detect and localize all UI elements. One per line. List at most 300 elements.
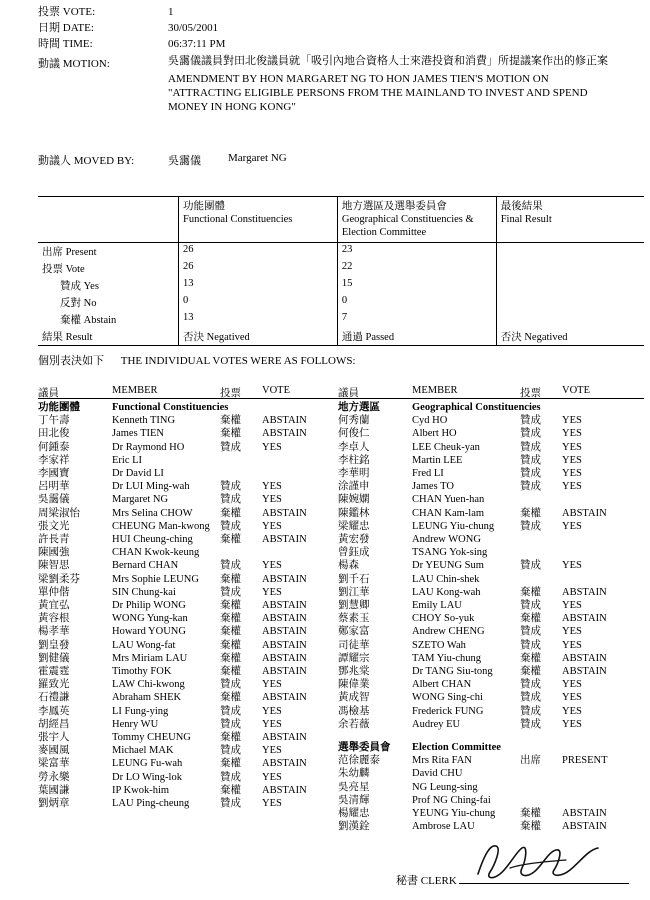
member-vote-row: [338, 586, 644, 599]
member-name-cn: 吳清輝: [338, 794, 370, 806]
member-vote-en: YES: [262, 494, 282, 506]
member-vote-row: [38, 665, 338, 678]
member-vote-cn: [520, 794, 562, 807]
summary-row-fc: 13: [179, 311, 338, 328]
member-vote-en: ABSTAIN: [262, 666, 307, 678]
member-vote-cn: [220, 546, 262, 559]
date-label: 日期 DATE:: [38, 22, 94, 34]
member-vote-row: [38, 744, 338, 757]
motion-label: 動議 MOTION:: [38, 58, 110, 70]
member-vote-row: [338, 718, 644, 731]
member-name-en: James TO: [412, 481, 454, 493]
member-vote-cn: [520, 493, 562, 506]
member-name-en: Kenneth TING: [112, 415, 176, 427]
member-vote-en: ABSTAIN: [262, 428, 307, 440]
member-vote-cn: 棄權: [220, 626, 241, 638]
member-vote-en: ABSTAIN: [562, 821, 607, 833]
member-name-cn: 鄭家富: [338, 626, 370, 638]
member-vote-cn: 贊成: [220, 586, 241, 598]
member-vote-cn: 棄權: [220, 666, 241, 678]
member-vote-cn: 贊成: [220, 441, 241, 453]
summary-row: [38, 277, 644, 294]
member-name-cn: 楊孝華: [38, 626, 70, 638]
member-name-en: Tommy CHEUNG: [112, 732, 191, 744]
member-vote-row: [38, 533, 338, 546]
summary-row-final: 否決 Negatived: [496, 328, 644, 346]
member-vote-cn: [520, 546, 562, 559]
member-name-cn: 劉江華: [338, 586, 370, 598]
geographical-constituencies-list: [338, 401, 644, 834]
summary-row: [38, 294, 644, 311]
member-name-cn: 余若薇: [338, 718, 370, 730]
member-name-en: CHAN Kam-lam: [412, 507, 485, 519]
member-name-en: SIN Chung-kai: [112, 586, 176, 598]
summary-row-final: [496, 277, 644, 294]
member-name-en: Fred LI: [412, 468, 444, 480]
member-vote-en: ABSTAIN: [262, 573, 307, 585]
member-vote-row: [338, 639, 644, 652]
time-label: 時間 TIME:: [38, 38, 93, 50]
member-name-cn: 劉炳章: [38, 798, 70, 810]
member-vote-row: [338, 820, 644, 833]
member-vote-en: ABSTAIN: [562, 586, 607, 598]
clerk-label: 秘書 CLERK: [396, 875, 457, 887]
motion-text-english: AMENDMENT BY HON MARGARET NG TO HON JAMES TIEN'S MOTION ON "ATTRACTING ELIGIBLE PERSONS FROM THE MAINLAND TO INVEST AND SPEND MONEY IN HONG KONG": [168, 73, 588, 113]
member-name-en: LAU Ping-cheung: [112, 798, 190, 810]
member-vote-cn: 贊成: [220, 520, 241, 532]
group-title-election-committee: [338, 741, 644, 754]
member-vote-row: [338, 767, 644, 780]
member-vote-cn: [220, 467, 262, 480]
member-name-en: CHAN Yuen-han: [412, 494, 485, 506]
member-name-cn: 麥國風: [38, 745, 70, 757]
member-vote-cn: 棄權: [220, 600, 241, 612]
group-title-election-committee-cn: 選舉委員會: [338, 742, 391, 754]
member-vote-en: ABSTAIN: [262, 784, 307, 796]
member-vote-en: YES: [562, 718, 582, 730]
member-vote-cn: 棄權: [520, 666, 541, 678]
member-name-cn: 吳靄儀: [38, 494, 70, 506]
member-vote-cn: 贊成: [220, 494, 241, 506]
member-vote-cn: 棄權: [220, 534, 241, 546]
member-name-en: SZETO Wah: [412, 639, 466, 651]
summary-row-fc: 否決 Negatived: [179, 328, 338, 346]
member-vote-en: YES: [562, 600, 582, 612]
member-vote-en: ABSTAIN: [262, 732, 307, 744]
member-vote-en: YES: [562, 415, 582, 427]
member-vote-row: [338, 573, 644, 586]
member-vote-cn: 贊成: [520, 520, 541, 532]
member-name-en: Cyd HO: [412, 415, 448, 427]
summary-row-fc: 0: [179, 294, 338, 311]
summary-col-functional: [179, 197, 338, 243]
col-member-cn: 議員: [338, 388, 359, 399]
member-vote-row: [38, 507, 338, 520]
vote-summary-table: [38, 196, 644, 346]
member-name-en: LEE Cheuk-yan: [412, 441, 480, 453]
member-vote-row: [38, 612, 338, 625]
group-title-geographical-en: Geographical Constituencies: [412, 402, 541, 413]
member-name-en: WONG Sing-chi: [412, 692, 483, 704]
member-vote-row: [38, 652, 338, 665]
member-vote-row: [38, 559, 338, 572]
member-name-cn: 楊耀忠: [338, 808, 370, 820]
member-vote-cn: 贊成: [520, 626, 541, 638]
member-name-cn: 劉健儀: [38, 652, 70, 664]
member-vote-en: YES: [262, 679, 282, 691]
moved-by-label: 動議人 MOVED BY:: [38, 155, 135, 167]
member-vote-en: YES: [562, 705, 582, 717]
member-vote-row: [338, 467, 644, 480]
member-vote-cn: 棄權: [220, 428, 241, 440]
member-vote-en: ABSTAIN: [262, 415, 307, 427]
member-vote-cn: [520, 573, 562, 586]
member-vote-en: ABSTAIN: [262, 626, 307, 638]
member-vote-cn: 贊成: [220, 481, 241, 493]
member-vote-cn: 贊成: [520, 415, 541, 427]
member-vote-en: YES: [262, 718, 282, 730]
member-name-en: Albert CHAN: [412, 679, 472, 691]
member-vote-cn: 棄權: [220, 692, 241, 704]
member-vote-row: [38, 586, 338, 599]
member-name-cn: 周梁淑怡: [38, 507, 80, 519]
member-name-en: LI Fung-ying: [112, 705, 169, 717]
member-vote-row: [38, 639, 338, 652]
member-vote-en: [562, 573, 632, 586]
member-vote-en: YES: [262, 798, 282, 810]
member-vote-cn: 出席: [520, 755, 541, 767]
member-vote-en: YES: [562, 441, 582, 453]
member-vote-cn: 棄權: [220, 507, 241, 519]
member-vote-cn: 贊成: [520, 639, 541, 651]
member-vote-en: ABSTAIN: [262, 507, 307, 519]
member-name-cn: 黃成智: [338, 692, 370, 704]
member-name-cn: 陳智思: [38, 560, 70, 572]
moved-by-name-chinese: 吳靄儀: [168, 155, 201, 167]
summary-row-gc: 7: [337, 311, 496, 328]
member-name-en: Frederick FUNG: [412, 705, 484, 717]
member-name-en: Andrew CHENG: [412, 626, 485, 638]
member-vote-row: [338, 691, 644, 704]
summary-row-label: 投票 Vote: [42, 264, 85, 275]
member-name-en: CHAN Kwok-keung: [112, 547, 200, 559]
member-vote-row: [38, 731, 338, 744]
member-vote-row: [338, 441, 644, 454]
member-vote-en: YES: [562, 520, 582, 532]
member-vote-row: [338, 705, 644, 718]
summary-col-final-en: Final Result: [500, 214, 552, 225]
member-name-en: Dr Raymond HO: [112, 441, 185, 453]
member-name-en: TSANG Yok-sing: [412, 547, 488, 559]
member-vote-cn: 贊成: [220, 771, 241, 783]
member-vote-cn: 棄權: [520, 821, 541, 833]
summary-col-functional-en: Functional Constituencies: [183, 214, 293, 225]
member-name-cn: 梁富華: [38, 758, 70, 770]
member-vote-row: [338, 665, 644, 678]
member-vote-row: [338, 414, 644, 427]
motion-text: [168, 54, 616, 114]
member-vote-cn: 棄權: [220, 415, 241, 427]
member-name-en: Michael MAK: [112, 745, 174, 757]
member-vote-en: [262, 546, 332, 559]
summary-col-final-cn: 最後結果: [500, 201, 543, 212]
member-vote-cn: 棄權: [220, 652, 241, 664]
member-name-cn: 何俊仁: [338, 428, 370, 440]
summary-col-geographical-en: Geographical Constituencies & Election Committee: [341, 214, 474, 238]
group-title-geographical: [338, 401, 644, 414]
clerk-label-row: [396, 872, 629, 888]
member-name-cn: 許長青: [38, 534, 70, 546]
member-vote-en: ABSTAIN: [262, 639, 307, 651]
member-name-cn: 羅致光: [38, 679, 70, 691]
member-vote-cn: 贊成: [520, 454, 541, 466]
member-name-en: Albert HO: [412, 428, 457, 440]
member-vote-row: [38, 454, 338, 467]
summary-row-label: 反對 No: [60, 298, 97, 309]
member-name-cn: 劉皇發: [38, 639, 70, 651]
member-name-cn: 李鳳英: [38, 705, 70, 717]
member-vote-cn: 贊成: [220, 705, 241, 717]
divider-left: [38, 398, 338, 399]
member-name-cn: 司徒華: [338, 639, 370, 651]
individual-votes-heading: [38, 352, 356, 368]
member-name-en: David CHU: [412, 768, 463, 780]
summary-row: [38, 311, 644, 328]
member-vote-cn: 贊成: [520, 560, 541, 572]
member-name-cn: 張宇人: [38, 732, 70, 744]
member-name-en: LAW Chi-kwong: [112, 679, 185, 691]
member-name-cn: 霍震霆: [38, 666, 70, 678]
member-vote-en: ABSTAIN: [262, 534, 307, 546]
member-vote-cn: 棄權: [220, 639, 241, 651]
member-vote-cn: 贊成: [520, 705, 541, 717]
member-vote-en: ABSTAIN: [562, 507, 607, 519]
member-vote-en: ABSTAIN: [262, 692, 307, 704]
member-name-en: YEUNG Yiu-chung: [412, 808, 496, 820]
member-vote-row: [338, 507, 644, 520]
member-vote-row: [38, 771, 338, 784]
member-vote-cn: [220, 454, 262, 467]
member-name-cn: 葉國謙: [38, 784, 70, 796]
col-member-cn: 議員: [38, 388, 59, 399]
member-vote-cn: 棄權: [520, 613, 541, 625]
member-vote-en: YES: [262, 771, 282, 783]
member-name-en: Martin LEE: [412, 454, 463, 466]
member-vote-cn: 贊成: [520, 428, 541, 440]
member-vote-row: [38, 427, 338, 440]
member-vote-row: [38, 520, 338, 533]
member-name-en: Timothy FOK: [112, 666, 172, 678]
individual-votes-heading-en: THE INDIVIDUAL VOTES WERE AS FOLLOWS:: [120, 355, 356, 367]
member-name-cn: 李家祥: [38, 454, 70, 466]
member-name-en: Eric LI: [112, 454, 143, 466]
divider-right: [338, 398, 644, 399]
moved-by-name-english: Margaret NG: [228, 152, 287, 164]
member-vote-cn: 棄權: [520, 808, 541, 820]
time-value: 06:37:11 PM: [168, 38, 226, 50]
member-vote-row: [38, 414, 338, 427]
member-name-cn: 陳偉業: [338, 679, 370, 691]
member-vote-en: [562, 493, 632, 506]
member-name-cn: 李卓人: [338, 441, 370, 453]
member-name-cn: 范徐麗泰: [338, 755, 380, 767]
member-vote-cn: 贊成: [520, 468, 541, 480]
member-vote-cn: 棄權: [520, 586, 541, 598]
member-vote-en: [562, 533, 632, 546]
summary-col-geographical: [337, 197, 496, 243]
member-name-en: James TIEN: [112, 428, 165, 440]
summary-col-functional-cn: 功能團體: [183, 201, 225, 212]
summary-row-label: 贊成 Yes: [60, 281, 99, 292]
member-vote-row: [338, 454, 644, 467]
member-vote-row: [38, 546, 338, 559]
member-name-en: IP Kwok-him: [112, 784, 170, 796]
group-title-election-committee-en: Election Committee: [412, 742, 501, 754]
summary-row-gc: 15: [337, 277, 496, 294]
member-vote-row: [338, 599, 644, 612]
member-vote-en: YES: [262, 745, 282, 757]
member-vote-row: [338, 754, 644, 767]
member-name-en: Prof NG Ching-fai: [412, 794, 491, 806]
member-name-cn: 張文光: [38, 520, 70, 532]
member-name-cn: 吳亮星: [338, 781, 370, 793]
member-vote-cn: [520, 781, 562, 794]
member-vote-en: YES: [562, 560, 582, 572]
member-vote-en: ABSTAIN: [262, 758, 307, 770]
member-vote-en: YES: [262, 705, 282, 717]
member-vote-en: [562, 546, 632, 559]
summary-col-final: [496, 197, 644, 243]
col-vote-cn: 投票: [520, 388, 541, 399]
member-vote-row: [38, 467, 338, 480]
member-vote-row: [38, 480, 338, 493]
member-vote-cn: 棄權: [520, 507, 541, 519]
member-vote-en: ABSTAIN: [262, 613, 307, 625]
summary-result-row: [38, 328, 644, 346]
summary-row-gc: 23: [337, 243, 496, 261]
member-vote-en: ABSTAIN: [562, 808, 607, 820]
member-vote-cn: 贊成: [220, 560, 241, 572]
member-name-cn: 田北俊: [38, 428, 70, 440]
member-name-en: Mrs Miriam LAU: [112, 652, 188, 664]
member-name-cn: 何秀蘭: [338, 415, 370, 427]
date-value: 30/05/2001: [168, 22, 219, 34]
member-vote-row: [38, 573, 338, 586]
member-name-en: NG Leung-sing: [412, 781, 478, 793]
member-vote-row: [338, 794, 644, 807]
member-name-cn: 蔡素玉: [338, 613, 370, 625]
summary-row-label: 棄權 Abstain: [60, 315, 117, 326]
member-name-cn: 馮檢基: [338, 705, 370, 717]
member-name-en: Dr David LI: [112, 468, 164, 480]
member-vote-en: ABSTAIN: [262, 600, 307, 612]
member-vote-cn: 棄權: [520, 652, 541, 664]
summary-col-geographical-cn: 地方選區及選舉委員會: [341, 201, 447, 212]
member-vote-row: [38, 797, 338, 810]
member-name-en: HUI Cheung-ching: [112, 534, 193, 546]
member-vote-cn: 贊成: [520, 481, 541, 493]
member-name-en: Howard YOUNG: [112, 626, 186, 638]
summary-corner-cell: [38, 197, 179, 243]
col-vote-en: VOTE: [262, 385, 290, 396]
member-name-en: CHEUNG Man-kwong: [112, 520, 210, 532]
summary-row: [38, 243, 644, 261]
summary-row-final: [496, 260, 644, 277]
member-name-en: Andrew WONG: [412, 534, 481, 546]
member-vote-en: PRESENT: [562, 755, 608, 767]
member-vote-row: [38, 441, 338, 454]
member-name-cn: 李柱銘: [338, 454, 370, 466]
member-vote-cn: 贊成: [520, 441, 541, 453]
member-vote-row: [38, 599, 338, 612]
member-name-en: Dr LO Wing-lok: [112, 771, 182, 783]
member-name-cn: 呂明華: [38, 481, 70, 493]
member-name-en: Margaret NG: [112, 494, 169, 506]
member-vote-en: [262, 467, 332, 480]
summary-row-gc: 22: [337, 260, 496, 277]
member-name-cn: 單仲偕: [38, 586, 70, 598]
member-name-cn: 劉慧卿: [338, 600, 370, 612]
member-name-cn: 涂謹申: [338, 481, 370, 493]
member-name-en: Bernard CHAN: [112, 560, 179, 572]
member-vote-row: [338, 652, 644, 665]
member-name-en: LAU Chin-shek: [412, 573, 480, 585]
member-name-en: Ambrose LAU: [412, 821, 475, 833]
col-vote-en: VOTE: [562, 385, 590, 396]
member-vote-cn: 棄權: [220, 758, 241, 770]
member-name-cn: 曾鈺成: [338, 547, 370, 559]
member-name-en: Mrs Selina CHOW: [112, 507, 193, 519]
member-vote-en: YES: [262, 481, 282, 493]
member-vote-cn: [520, 533, 562, 546]
member-vote-en: [562, 794, 632, 807]
member-vote-en: YES: [262, 586, 282, 598]
member-name-cn: 胡經昌: [38, 718, 70, 730]
member-name-cn: 石禮謙: [38, 692, 70, 704]
member-vote-cn: 贊成: [220, 718, 241, 730]
col-vote-cn: 投票: [220, 388, 241, 399]
functional-constituencies-list: [38, 401, 338, 810]
col-member-en: MEMBER: [112, 385, 158, 396]
member-vote-row: [338, 612, 644, 625]
member-vote-row: [338, 559, 644, 572]
member-name-en: CHOY So-yuk: [412, 613, 475, 625]
individual-votes-heading-cn: 個別表決如下: [38, 355, 104, 367]
member-vote-row: [338, 546, 644, 559]
member-vote-row: [38, 625, 338, 638]
motion-text-chinese: 吳靄儀議員對田北俊議員就「吸引內地合資格人士來港投資和消費」所提議案作出的修正案: [168, 55, 608, 67]
member-vote-row: [338, 807, 644, 820]
member-vote-row: [338, 427, 644, 440]
member-name-cn: 譚耀宗: [338, 652, 370, 664]
summary-row-fc: 26: [179, 243, 338, 261]
summary-row-fc: 26: [179, 260, 338, 277]
summary-row-final: [496, 243, 644, 261]
summary-row-final: [496, 311, 644, 328]
member-vote-en: YES: [562, 428, 582, 440]
member-name-en: Audrey EU: [412, 718, 461, 730]
member-vote-cn: 棄權: [220, 732, 241, 744]
member-name-cn: 劉千石: [338, 573, 370, 585]
member-vote-en: ABSTAIN: [562, 613, 607, 625]
member-name-cn: 梁耀忠: [338, 520, 370, 532]
member-vote-en: YES: [562, 454, 582, 466]
member-name-en: WONG Yung-kan: [112, 613, 188, 625]
member-name-cn: 李華明: [338, 468, 370, 480]
summary-row-label: 出席 Present: [42, 247, 97, 258]
member-vote-cn: 棄權: [220, 573, 241, 585]
member-vote-en: [562, 767, 632, 780]
